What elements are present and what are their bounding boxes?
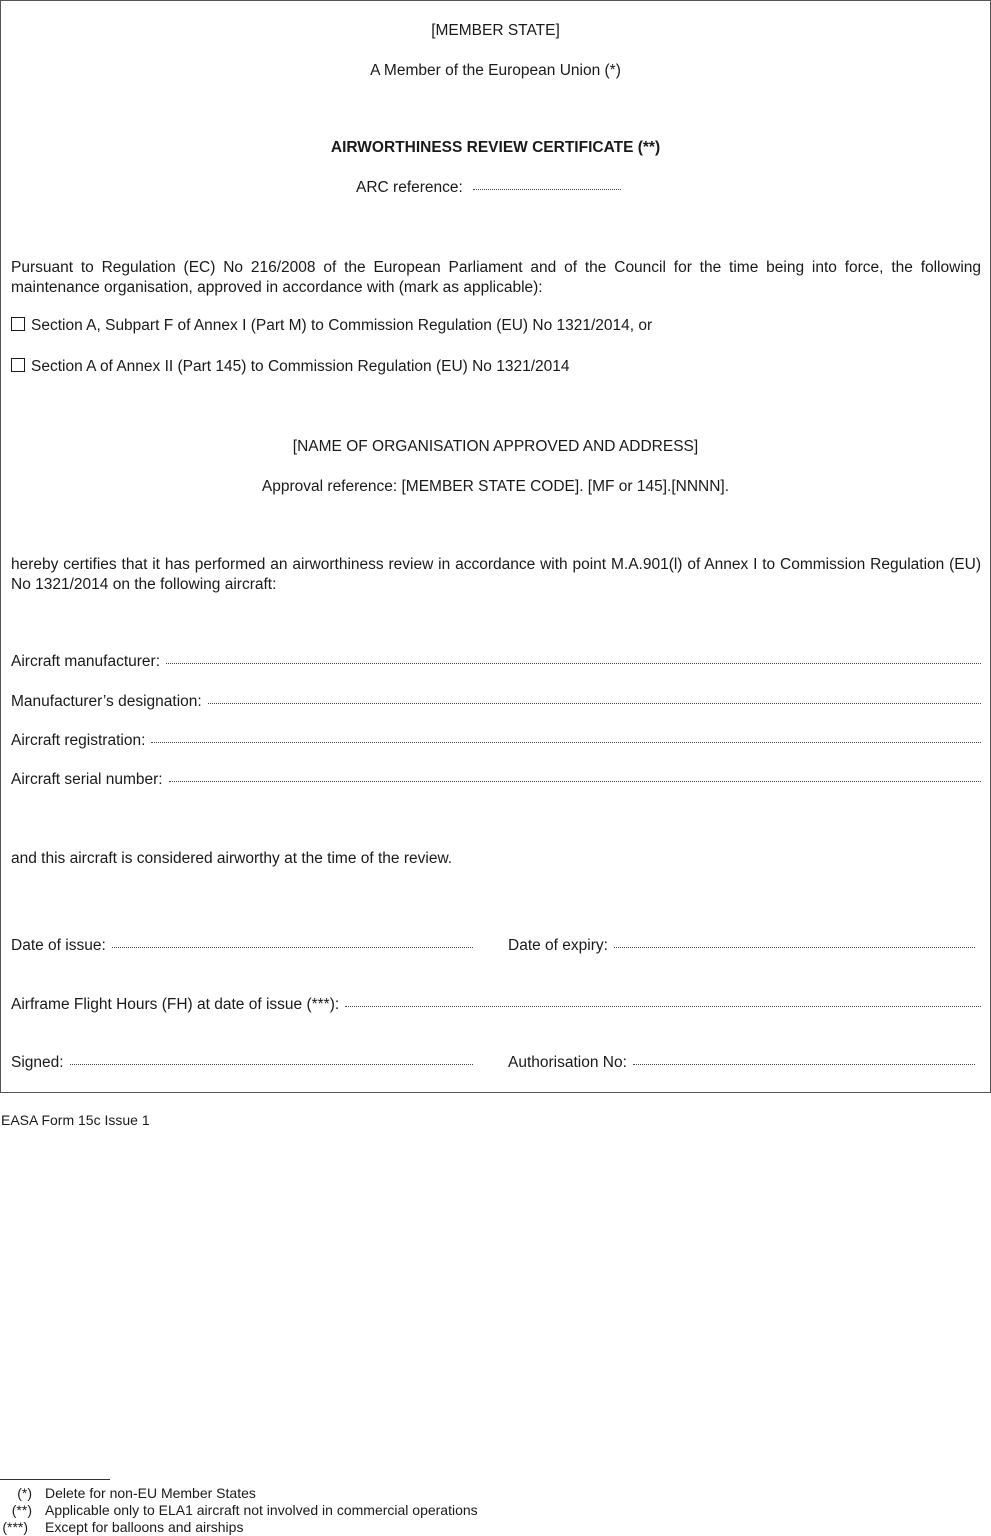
footnote-mark: (***) bbox=[2, 1519, 28, 1535]
field-label: Airframe Flight Hours (FH) at date of issue (***): bbox=[11, 996, 340, 1013]
option-label: Section A, Subpart F of Annex I (Part M) to Commission Regulation (EU) No 1321/2014, or bbox=[31, 317, 653, 334]
date-of-issue-row bbox=[11, 937, 473, 955]
field-label: Aircraft serial number: bbox=[11, 771, 163, 788]
aircraft-registration-row bbox=[11, 732, 981, 750]
field-label: Manufacturer’s designation: bbox=[11, 693, 202, 710]
footnote-mark: (*) bbox=[17, 1485, 32, 1501]
field-label: Date of expiry: bbox=[508, 937, 608, 954]
certificate-title: AIRWORTHINESS REVIEW CERTIFICATE (**) bbox=[330, 139, 661, 156]
option-label: Section A of Annex II (Part 145) to Commission Regulation (EU) No 1321/2014 bbox=[31, 358, 570, 375]
date-of-issue-field[interactable] bbox=[112, 946, 473, 948]
field-label: Date of issue: bbox=[11, 937, 106, 954]
aircraft-manufacturer-row bbox=[11, 653, 981, 671]
footnote-mark: (**) bbox=[11, 1502, 32, 1518]
arc-reference-field[interactable] bbox=[473, 188, 621, 190]
footnote-text: Delete for non-EU Member States bbox=[45, 1485, 256, 1501]
authorisation-field[interactable] bbox=[633, 1063, 975, 1065]
aircraft-serial-field[interactable] bbox=[169, 780, 981, 782]
signature-field[interactable] bbox=[70, 1063, 473, 1065]
flight-hours-row bbox=[11, 996, 981, 1014]
field-label: Aircraft registration: bbox=[11, 732, 146, 749]
field-label: Aircraft manufacturer: bbox=[11, 653, 161, 670]
airworthy-statement: and this aircraft is considered airworthy at the time of the review. bbox=[11, 850, 453, 867]
date-of-expiry-row bbox=[508, 937, 975, 955]
intro-paragraph: Pursuant to Regulation (EC) No 216/2008 of the European Parliament and of the Council for the time being into force, the following maintenance organisation, approved in accordance with (mark as applicable): bbox=[11, 259, 981, 296]
field-label: Signed: bbox=[11, 1054, 64, 1071]
member-state: [MEMBER STATE] bbox=[431, 22, 560, 39]
signed-row bbox=[11, 1054, 473, 1072]
aircraft-manufacturer-field[interactable] bbox=[166, 662, 981, 664]
option-part-145[interactable] bbox=[11, 358, 570, 376]
arc-reference-label: ARC reference: bbox=[356, 179, 463, 196]
footnote-text: Applicable only to ELA1 aircraft not involved in commercial operations bbox=[45, 1502, 478, 1518]
checkbox[interactable] bbox=[11, 358, 25, 372]
manufacturer-designation-row bbox=[11, 693, 981, 711]
approval-reference: Approval reference: [MEMBER STATE CODE]. [MF or 145].[NNNN]. bbox=[261, 478, 730, 495]
form-identifier: EASA Form 15c Issue 1 bbox=[1, 1112, 150, 1128]
arc-reference-row bbox=[356, 179, 636, 197]
organisation-name: [NAME OF ORGANISATION APPROVED AND ADDRESS] bbox=[292, 438, 699, 455]
checkbox[interactable] bbox=[11, 317, 25, 331]
manufacturer-designation-field[interactable] bbox=[208, 702, 981, 704]
date-of-expiry-field[interactable] bbox=[614, 946, 975, 948]
aircraft-registration-field[interactable] bbox=[151, 741, 981, 743]
flight-hours-field[interactable] bbox=[345, 1005, 981, 1007]
eu-member-line: A Member of the European Union (*) bbox=[370, 62, 621, 79]
option-part-m[interactable] bbox=[11, 317, 652, 335]
footnote-divider bbox=[0, 1479, 110, 1480]
aircraft-serial-row bbox=[11, 771, 981, 789]
footnote-text: Except for balloons and airships bbox=[45, 1519, 244, 1535]
field-label: Authorisation No: bbox=[508, 1054, 627, 1071]
certification-paragraph: hereby certifies that it has performed an airworthiness review in accordance with point M.A.901(l) of Annex I to Commission Regulation (EU) No 1321/2014 on the following aircraft: bbox=[11, 556, 981, 593]
authorisation-row bbox=[508, 1054, 975, 1072]
